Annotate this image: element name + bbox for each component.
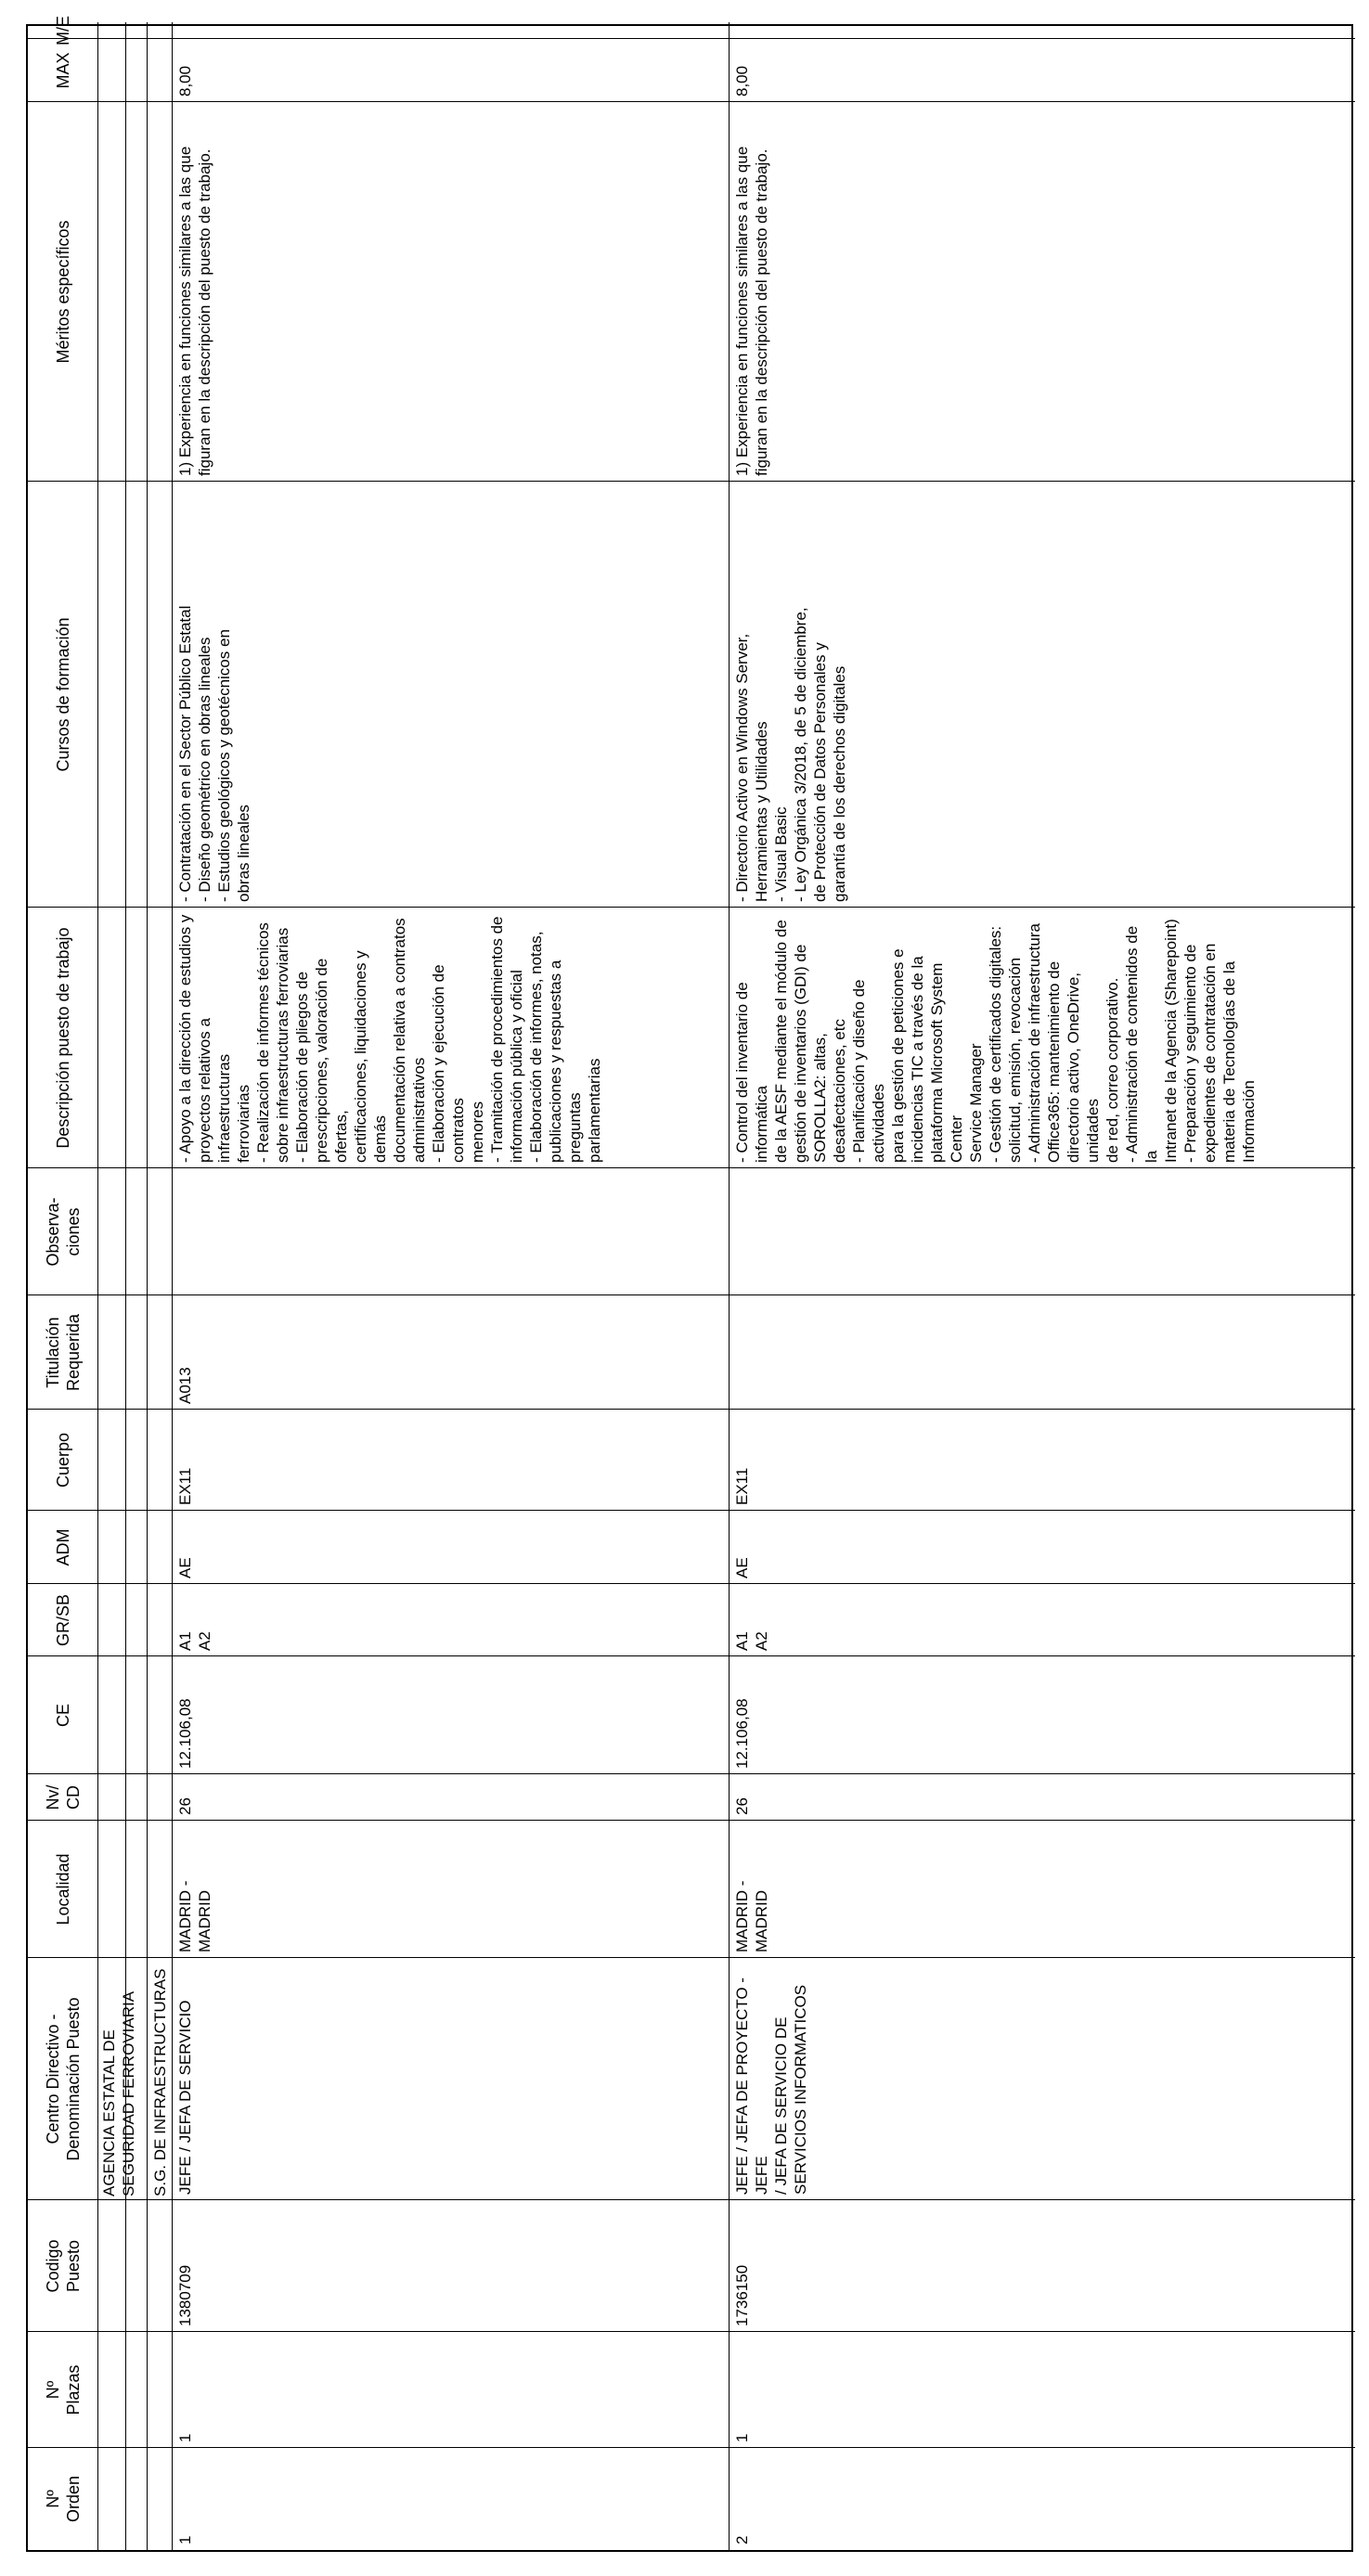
- header-descripcion: Descripción puesto de trabajo: [53, 927, 72, 1149]
- row-1-observaciones: [172, 1168, 729, 1295]
- row-divider: [97, 22, 98, 2550]
- row-1-titulacion: A013: [176, 1367, 194, 1404]
- row-1-grupo: A1 A2: [176, 1631, 213, 1651]
- row-2-codigo: 1736150: [733, 2264, 751, 2326]
- header-nivel: Nv/ CD: [43, 1784, 83, 1810]
- row-2-me: [729, 22, 1355, 39]
- row-divider: [147, 22, 148, 2550]
- row-1-cuerpo: EX11: [176, 1467, 194, 1505]
- header-observaciones: Observa- ciones: [43, 1197, 83, 1267]
- header-cuerpo: Cuerpo: [53, 1432, 72, 1488]
- header-me: M/E: [53, 15, 72, 45]
- job-positions-table: [26, 15, 1353, 2552]
- row-1-localidad: MADRID - MADRID: [176, 1880, 213, 1952]
- header-adm: ADM: [53, 1528, 72, 1566]
- row-2-nivel: 26: [733, 1797, 751, 1815]
- row-2-orden: 2: [733, 2535, 751, 2544]
- row-1-plazas: 1: [176, 2433, 194, 2442]
- row-2-titulacion: [729, 1295, 1355, 1410]
- group-subdireccion: S.G. DE INFRAESTRUCTURAS: [151, 1968, 169, 2196]
- header-cursos: Cursos de formación: [53, 617, 72, 772]
- row-2-grupo: A1 A2: [733, 1631, 770, 1651]
- row-2-plazas: 1: [733, 2433, 751, 2442]
- row-2-ce: 12.106,08: [733, 1698, 751, 1769]
- row-1-codigo: 1380709: [176, 2264, 194, 2326]
- header-orden: Nº Orden: [43, 2475, 83, 2523]
- row-2-meritos: 1) Experiencia en funciones similares a las que figuran en la descripción del puesto de trabajo.: [733, 146, 770, 476]
- row-1-cursos: - Contratación en el Sector Público Estatal - Diseño geométrico en obras lineales - Estudios geológicos y geotécnicos en obras lineales: [176, 605, 252, 902]
- row-2-localidad: MADRID - MADRID: [733, 1880, 770, 1952]
- header-localidad: Localidad: [53, 1853, 72, 1926]
- group-agencia: AGENCIA ESTATAL DE SEGURIDAD FERROVIARIA: [100, 1990, 137, 2196]
- row-2-cuerpo: EX11: [733, 1467, 751, 1505]
- row-1-ce: 12.106,08: [176, 1698, 194, 1769]
- header-max: MAX: [53, 52, 72, 89]
- row-1-max: 8,00: [176, 65, 194, 97]
- row-2-adm: AE: [733, 1557, 751, 1578]
- row-1-descripcion: - Apoyo a la dirección de estudios y proyectos relativos a infraestructuras ferroviarias - Realización de informes técnicos sobre infraestructuras ferroviarias - Elaboración de pliegos de prescripciones, valoración de ofertas, certificaciones, liquidaciones y demás documentación relativa a contratos administrativos - Elaboración y ejecución de contratos menores - Tramitación de procedimientos de información pública y oficial - Elaboración de informes, notas, publicaciones y respuestas a preguntas parlamentarias: [176, 914, 603, 1163]
- row-1-centro: JEFE / JEFA DE SERVICIO: [176, 2000, 194, 2195]
- row-2-descripcion: - Control del inventario de informática de la AESF mediante el módulo de gestión de inventarios (GDI) de SOROLLA2: altas, desafectaciones, etc - Planificación y diseño de actividades para la gestión de peticiones e incidencias TIC a través de la plataforma Microsoft System Center Service Manager - Gestión de certificados digitales: solicitud, emisión, revocación - Administración de infraestructura Office365: mantenimiento de directorio activo, OneDrive, unidades de red, correo corporativo. - Administración de contenidos de la Intranet de la Agencia (Sharepoint) - Preparación y seguimiento de expedientes de contratación en materia de Tecnologías de la Información: [733, 919, 1258, 1163]
- row-2-observaciones: [729, 1168, 1355, 1295]
- header-meritos: Méritos específicos: [53, 220, 72, 364]
- header-ce: CE: [53, 1704, 72, 1728]
- header-grupo: GR/SB: [53, 1594, 72, 1647]
- row-1-me: [172, 22, 729, 39]
- row-1-meritos: 1) Experiencia en funciones similares a las que figuran en la descripción del puesto de trabajo.: [176, 146, 213, 476]
- row-1-adm: AE: [176, 1557, 194, 1578]
- row-2-centro: JEFE / JEFA DE PROYECTO - JEFE / JEFA DE SERVICIO DE SERVICIOS INFORMATICOS: [733, 1977, 809, 2195]
- header-centro: Centro Directivo - Denominación Puesto: [43, 1997, 83, 2161]
- row-2-cursos: - Directorio Activo en Windows Server, Herramientas y Utilidades - Visual Basic - Ley Orgánica 3/2018, de 5 de diciembre, de Protección de Datos Personales y garantía de los derechos digitales: [733, 607, 848, 902]
- header-titulacion: Titulación Requerida: [43, 1313, 83, 1392]
- row-2-max: 8,00: [733, 65, 751, 97]
- row-1-orden: 1: [176, 2535, 194, 2544]
- header-plazas: Nº Plazas: [43, 2364, 83, 2415]
- header-codigo: Codigo Puesto: [43, 2239, 83, 2293]
- row-1-nivel: 26: [176, 1797, 194, 1815]
